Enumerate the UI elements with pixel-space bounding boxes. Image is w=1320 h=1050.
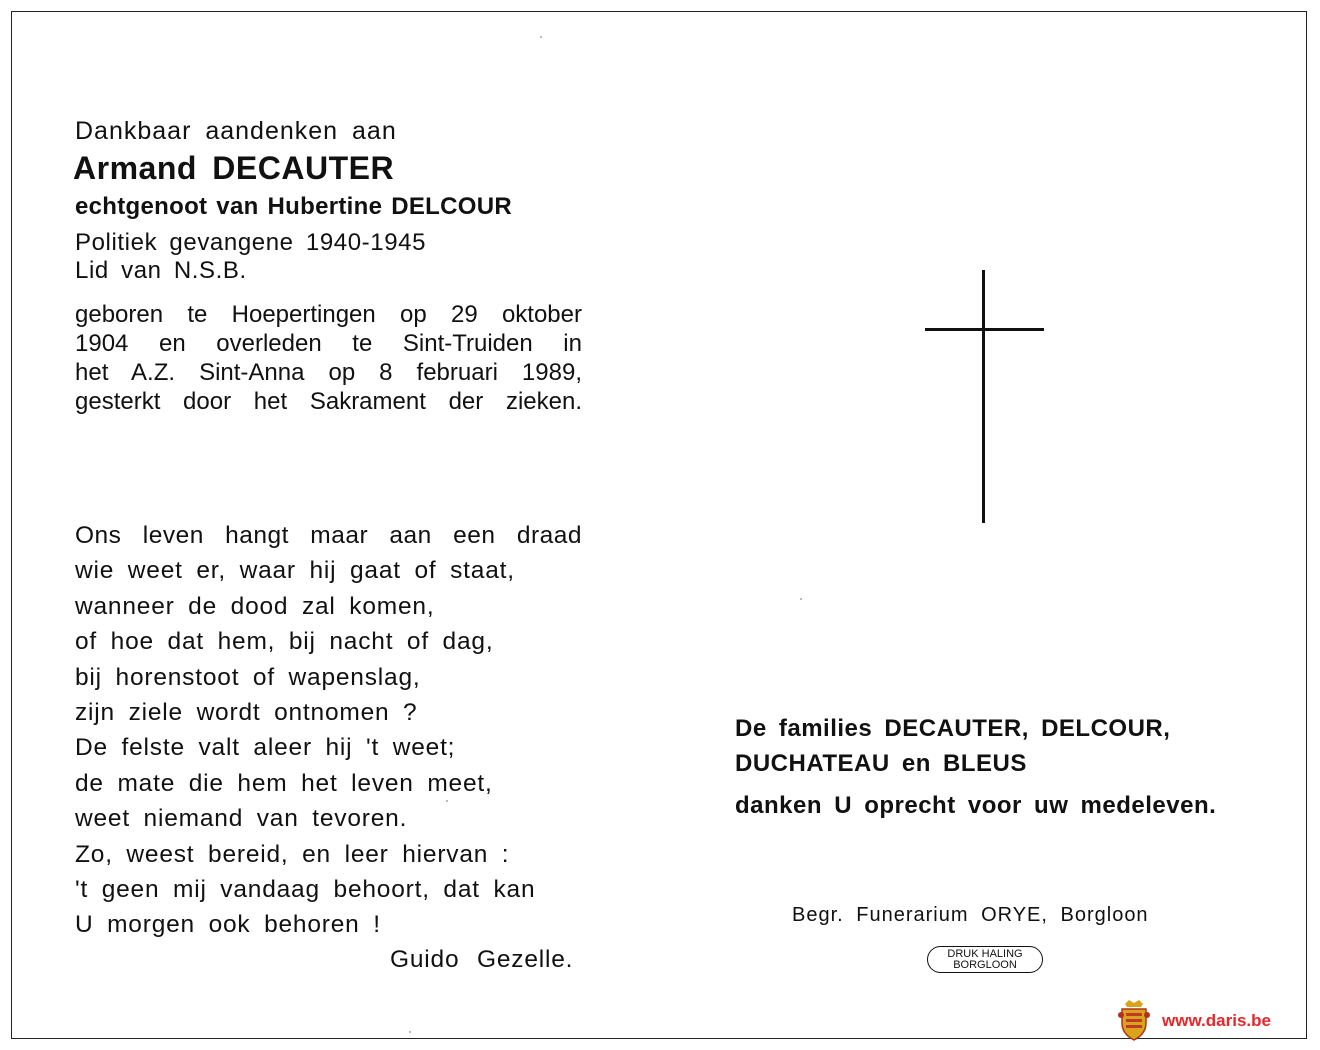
scan-speck: [800, 598, 802, 600]
thanks-line: danken U oprecht voor uw medeleven.: [735, 792, 1217, 819]
poem-line: bij horenstoot of wapenslag,: [75, 663, 421, 691]
families-line-1: De families DECAUTER, DELCOUR,: [735, 715, 1171, 742]
watermark-site-link[interactable]: www.daris.be: [1162, 1011, 1271, 1030]
role-line-1: Politiek gevangene 1940-1945: [75, 229, 427, 256]
families-line-2: DUCHATEAU en BLEUS: [735, 750, 1027, 777]
coat-of-arms-icon: [1117, 998, 1151, 1042]
poem-line: zijn ziele wordt ontnomen ?: [75, 698, 418, 726]
printer-stamp: [927, 946, 1043, 973]
poem-author: Guido Gezelle.: [390, 946, 574, 973]
spouse-line: echtgenoot van Hubertine DELCOUR: [75, 193, 512, 220]
poem-line: Ons leven hangt maar aan een draad: [75, 522, 582, 549]
cross-horizontal-bar: [925, 328, 1044, 331]
poem-line: wie weet er, waar hij gaat of staat,: [75, 557, 515, 585]
poem-line: of hoe dat hem, bij nacht of dag,: [75, 628, 494, 656]
memorial-lead-text: Dankbaar aandenken aan: [75, 117, 397, 145]
poem: [75, 518, 582, 943]
poem-line: de mate die hem het leven meet,: [75, 769, 493, 797]
cross-vertical-bar: [982, 270, 985, 523]
bio-line: geboren te Hoepertingen op 29 oktober: [75, 301, 582, 328]
scan-speck: [446, 800, 448, 802]
scan-speck: [409, 1031, 411, 1033]
poem-line: wanneer de dood zal komen,: [75, 592, 435, 620]
role-line-2: Lid van N.S.B.: [75, 257, 247, 284]
poem-line: U morgen ook behoren !: [75, 911, 381, 939]
bio-line: 1904 en overleden te Sint-Truiden in: [75, 330, 582, 357]
scan-speck: [540, 36, 542, 38]
bio-line: het A.Z. Sint-Anna op 8 februari 1989,: [75, 359, 582, 386]
poem-line: De felste valt aleer hij 't weet;: [75, 734, 456, 762]
deceased-name: Armand DECAUTER: [73, 150, 395, 186]
biography: [75, 300, 582, 416]
undertaker-line: Begr. Funerarium ORYE, Borgloon: [792, 904, 1149, 926]
poem-line: weet niemand van tevoren.: [75, 805, 408, 833]
printer-name: DRUK HALING: [947, 948, 1023, 960]
poem-line: Zo, weest bereid, en leer hiervan :: [75, 840, 510, 868]
bio-line: gesterkt door het Sakrament der zieken.: [75, 388, 582, 415]
poem-line: 't geen mij vandaag behoort, dat kan: [75, 875, 536, 903]
printer-town: BORGLOON: [953, 959, 1017, 971]
